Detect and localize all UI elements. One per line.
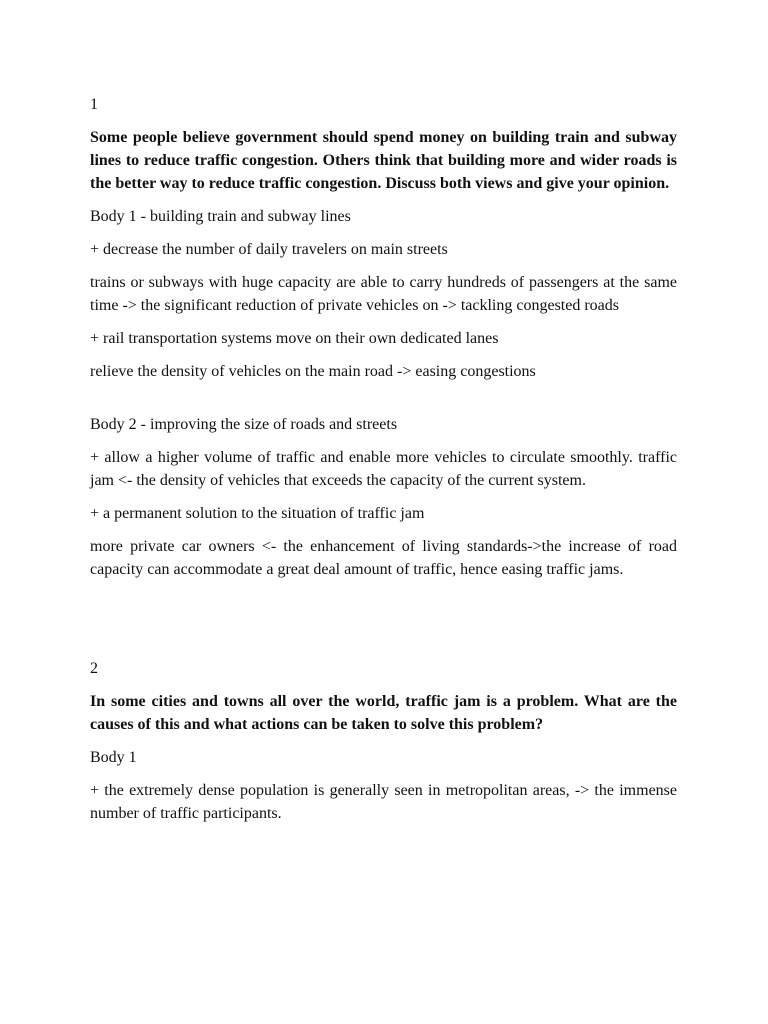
section-2-number: 2 bbox=[90, 660, 98, 677]
section-1-body1-heading: Body 1 - building train and subway lines bbox=[90, 208, 351, 225]
section-1-body2-heading: Body 2 - improving the size of roads and streets bbox=[90, 416, 398, 433]
section-2-body1-point-1: + the extremely dense population is generally seen in metropolitan areas, -> the immense number of traffic participants. bbox=[90, 782, 677, 822]
spacer bbox=[90, 393, 677, 413]
section-1-body2-point-2: + a permanent solution to the situation of traffic jam bbox=[90, 505, 425, 522]
section-2-question: In some cities and towns all over the world, traffic jam is a problem. What are the causes of this and what actions can be taken to solve this problem? bbox=[90, 693, 677, 733]
section-1-question: Some people believe government should spend money on building train and subway lines to reduce traffic congestion. Others think that building more and wider roads is the better way to reduce traffic congestion. Discuss both views and give your opinion. bbox=[90, 129, 677, 192]
section-1-body1-detail-1: trains or subways with huge capacity are able to carry hundreds of passengers at the same time -> the significant reduction of private vehicles on -> tackling congested roads bbox=[90, 274, 677, 314]
section-1-number: 1 bbox=[90, 96, 98, 113]
spacer bbox=[90, 591, 677, 657]
section-1-body1-detail-2: relieve the density of vehicles on the main road -> easing congestions bbox=[90, 363, 536, 380]
document-content bbox=[90, 93, 677, 835]
section-1-body2-detail-2: more private car owners <- the enhancement of living standards->the increase of road capacity can accommodate a great deal amount of traffic, hence easing traffic jams. bbox=[90, 538, 677, 578]
section-2-body1-heading: Body 1 bbox=[90, 749, 137, 766]
section-1-body1-point-1: + decrease the number of daily travelers on main streets bbox=[90, 241, 448, 258]
section-1-body1-point-2: + rail transportation systems move on their own dedicated lanes bbox=[90, 330, 499, 347]
section-1-body2-point-1: + allow a higher volume of traffic and enable more vehicles to circulate smoothly. traffic jam <- the density of vehicles that exceeds the capacity of the current system. bbox=[90, 449, 677, 489]
